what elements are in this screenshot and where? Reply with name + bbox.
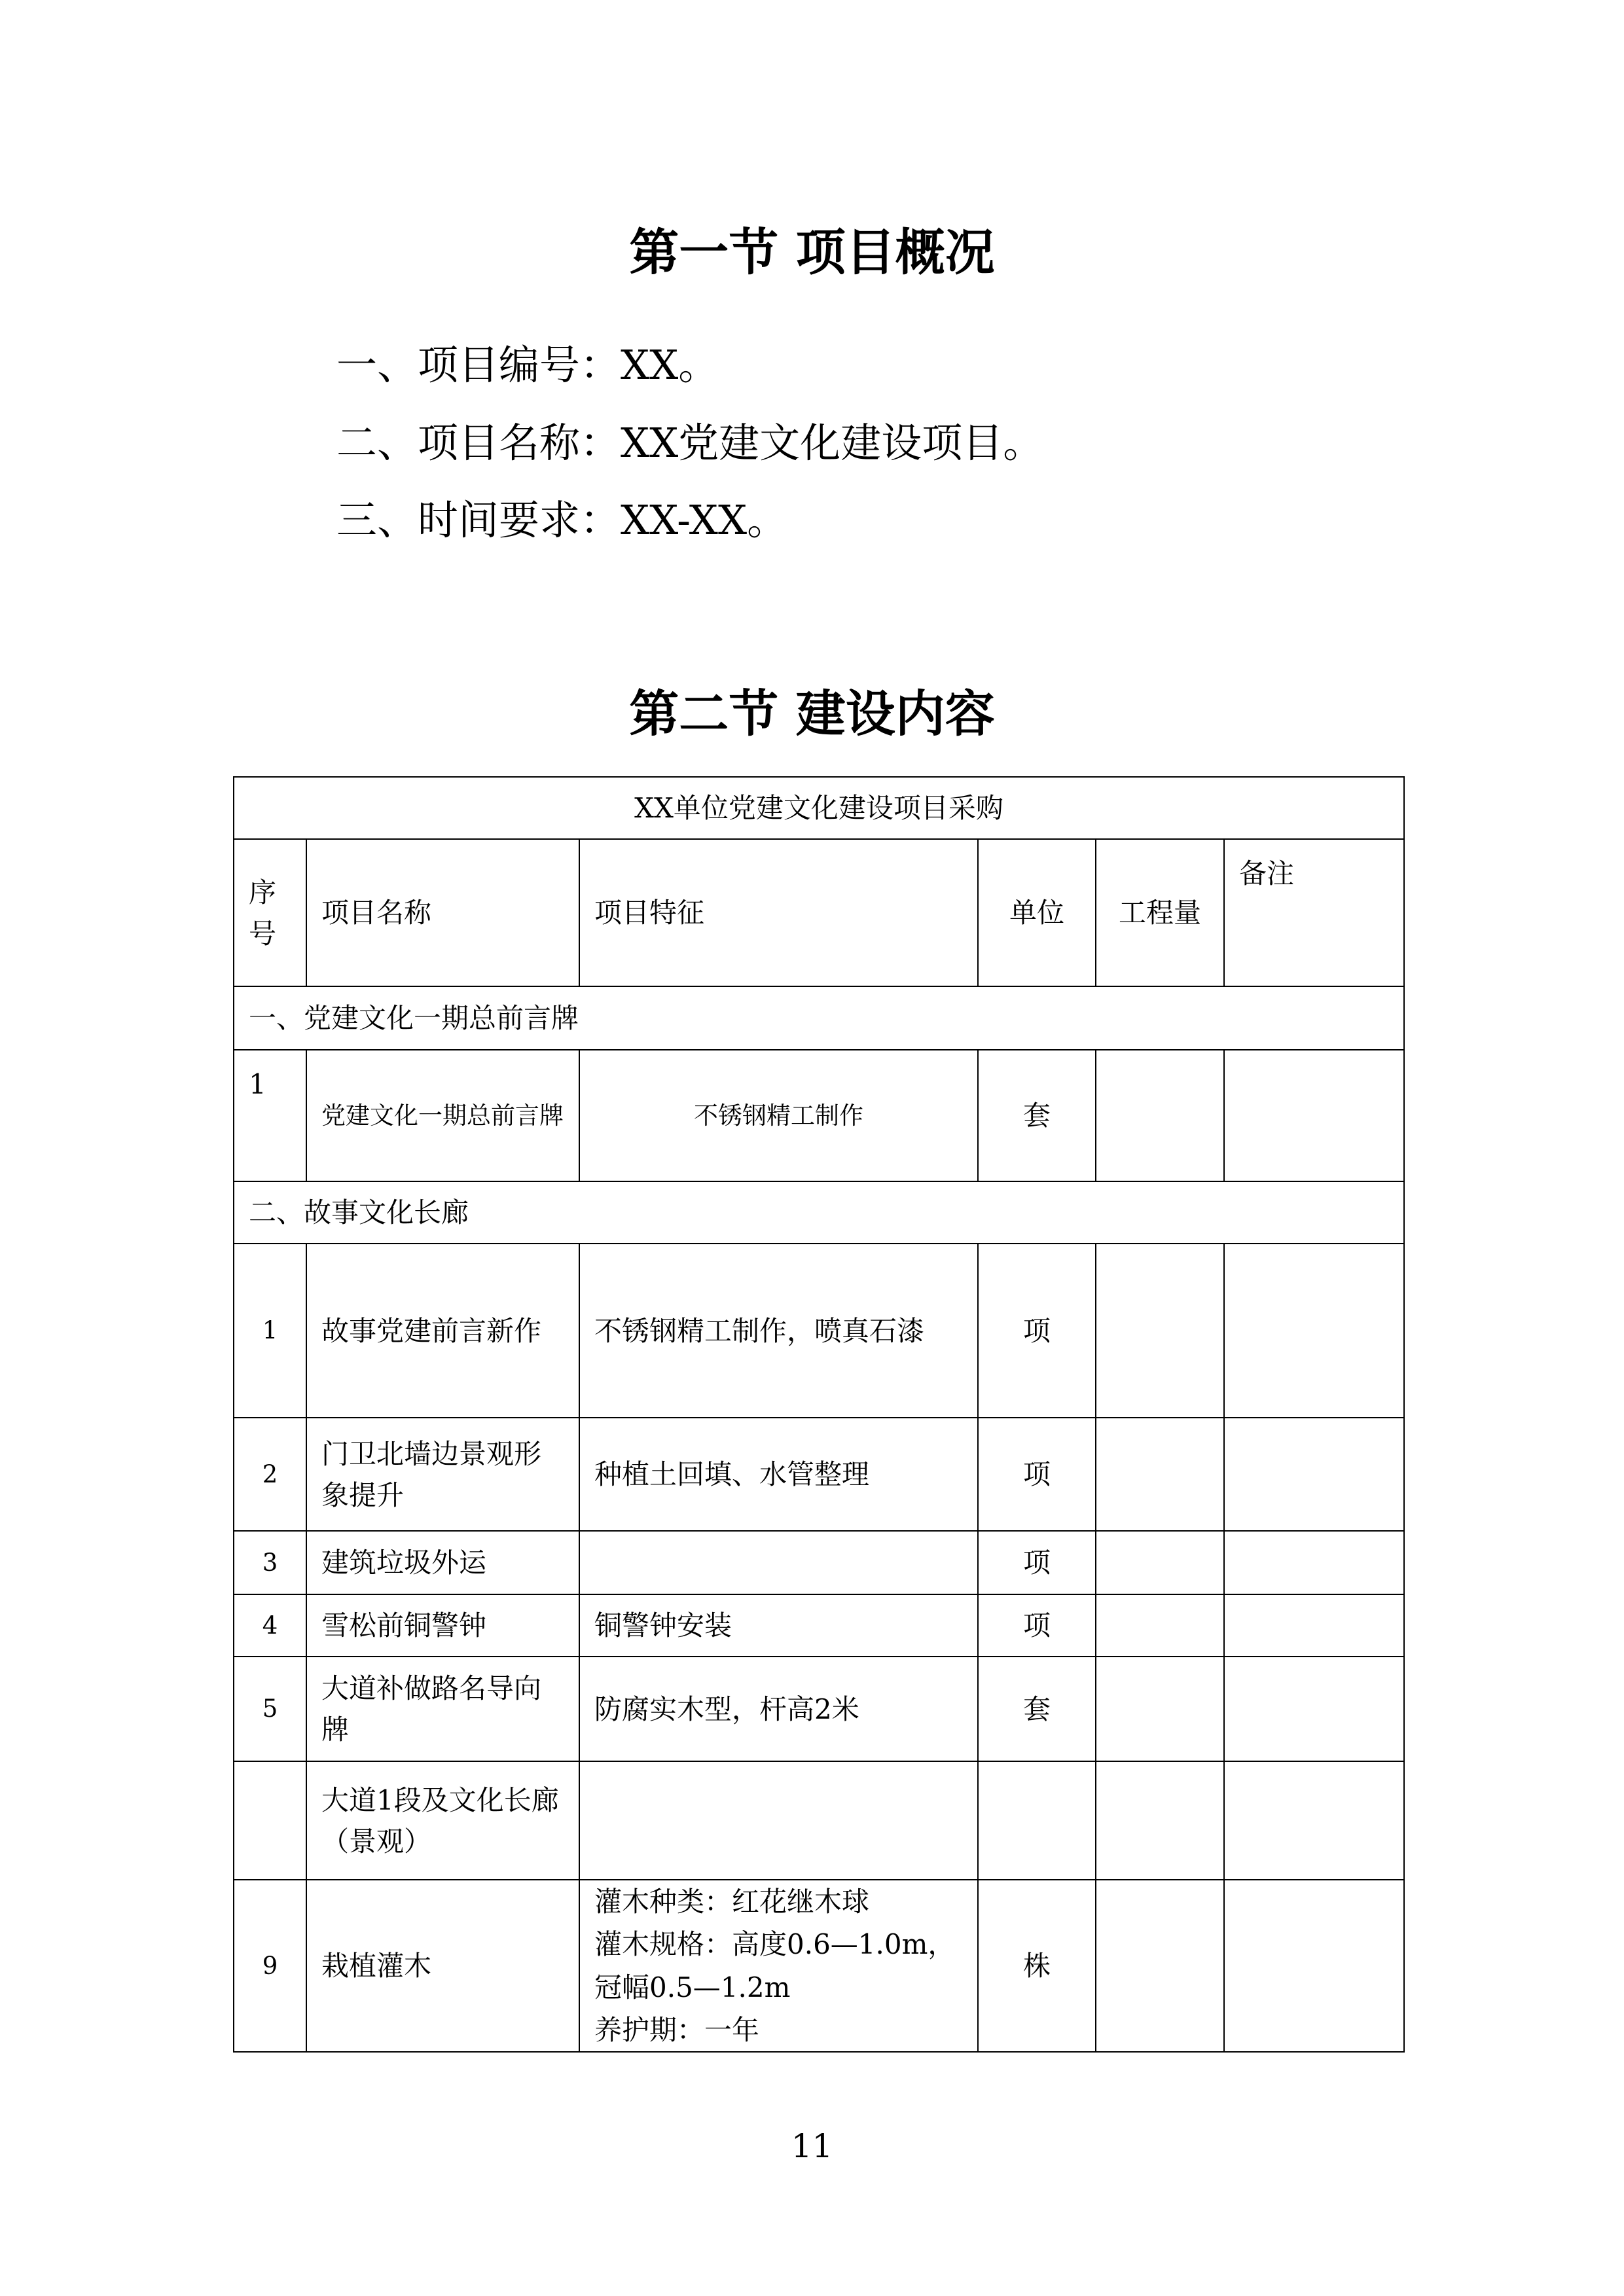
row-quantity [1096,1244,1224,1418]
group-title: 一、党建文化一期总前言牌 [234,986,1404,1050]
table-header-row [234,839,1404,986]
header-name: 项目名称 [306,839,579,986]
table-row [234,1531,1404,1594]
row-no: 1 [234,1050,306,1181]
row-quantity [1096,1050,1224,1181]
row-remarks [1224,1050,1404,1181]
row-unit: 株 [978,1880,1096,2052]
row-quantity [1096,1761,1224,1880]
group-title: 二、故事文化长廊 [234,1181,1404,1244]
row-unit: 套 [978,1050,1096,1181]
row-feature: 防腐实木型，杆高2米 [579,1657,978,1761]
section2-title: 第二节 建设内容 [629,685,995,743]
row-unit [978,1761,1096,1880]
table-row [234,1594,1404,1657]
row-name: 大道补做路名导向牌 [306,1657,579,1761]
row-feature: 种植土回填、水管整理 [579,1418,978,1531]
row-quantity [1096,1531,1224,1594]
row-remarks [1224,1761,1404,1880]
header-unit: 单位 [978,839,1096,986]
row-unit: 项 [978,1418,1096,1531]
row-name: 建筑垃圾外运 [306,1531,579,1594]
row-no: 3 [234,1531,306,1594]
row-unit: 项 [978,1531,1096,1594]
section1-title: 第一节 项目概况 [629,223,995,281]
table-row [234,1761,1404,1880]
procurement-table [233,776,1405,2053]
header-quantity: 工程量 [1096,839,1224,986]
row-no: 5 [234,1657,306,1761]
row-feature [579,1761,978,1880]
project-number-line: 一、项目编号：XX。 [336,341,719,389]
row-quantity [1096,1418,1224,1531]
row-feature [579,1880,978,2052]
row-no: 2 [234,1418,306,1531]
table-caption-row [234,777,1404,839]
feature-line: 灌木种类：红花继木球 [594,1886,870,1918]
table-row [234,1880,1404,2052]
row-remarks [1224,1244,1404,1418]
header-remarks: 备注 [1224,839,1404,986]
table-row [234,1050,1404,1181]
row-remarks [1224,1418,1404,1531]
row-unit: 套 [978,1657,1096,1761]
time-requirement-line: 三、时间要求：XX-XX。 [336,496,788,544]
row-no: 1 [234,1244,306,1418]
header-feature: 项目特征 [579,839,978,986]
row-quantity [1096,1880,1224,2052]
row-no: 4 [234,1594,306,1657]
group-row [234,986,1404,1050]
row-remarks [1224,1657,1404,1761]
feature-line: 养护期：一年 [594,2013,760,2046]
feature-line: 灌木规格：高度0.6—1.0m， [594,1928,956,1961]
row-unit: 项 [978,1594,1096,1657]
table-row [234,1244,1404,1418]
project-name-line: 二、项目名称：XX党建文化建设项目。 [336,419,1044,467]
row-no [234,1761,306,1880]
feature-line: 冠幅0.5—1.2m [594,1971,791,2003]
row-quantity [1096,1594,1224,1657]
table-caption: XX单位党建文化建设项目采购 [234,777,1404,839]
row-name: 栽植灌木 [306,1880,579,2052]
row-no: 9 [234,1880,306,2052]
row-name: 雪松前铜警钟 [306,1594,579,1657]
row-unit: 项 [978,1244,1096,1418]
row-remarks [1224,1594,1404,1657]
row-feature: 不锈钢精工制作，喷真石漆 [579,1244,978,1418]
row-name: 党建文化一期总前言牌 [306,1050,579,1181]
row-remarks [1224,1880,1404,2052]
row-name: 门卫北墙边景观形象提升 [306,1418,579,1531]
row-name: 大道1段及文化长廊（景观） [306,1761,579,1880]
group-row [234,1181,1404,1244]
table-row [234,1657,1404,1761]
row-name: 故事党建前言新作 [306,1244,579,1418]
page-number: 11 [791,2127,833,2165]
row-quantity [1096,1657,1224,1761]
row-feature: 不锈钢精工制作 [579,1050,978,1181]
row-feature [579,1531,978,1594]
header-no: 序号 [234,839,306,986]
row-remarks [1224,1531,1404,1594]
table-row [234,1418,1404,1531]
row-feature: 铜警钟安装 [579,1594,978,1657]
